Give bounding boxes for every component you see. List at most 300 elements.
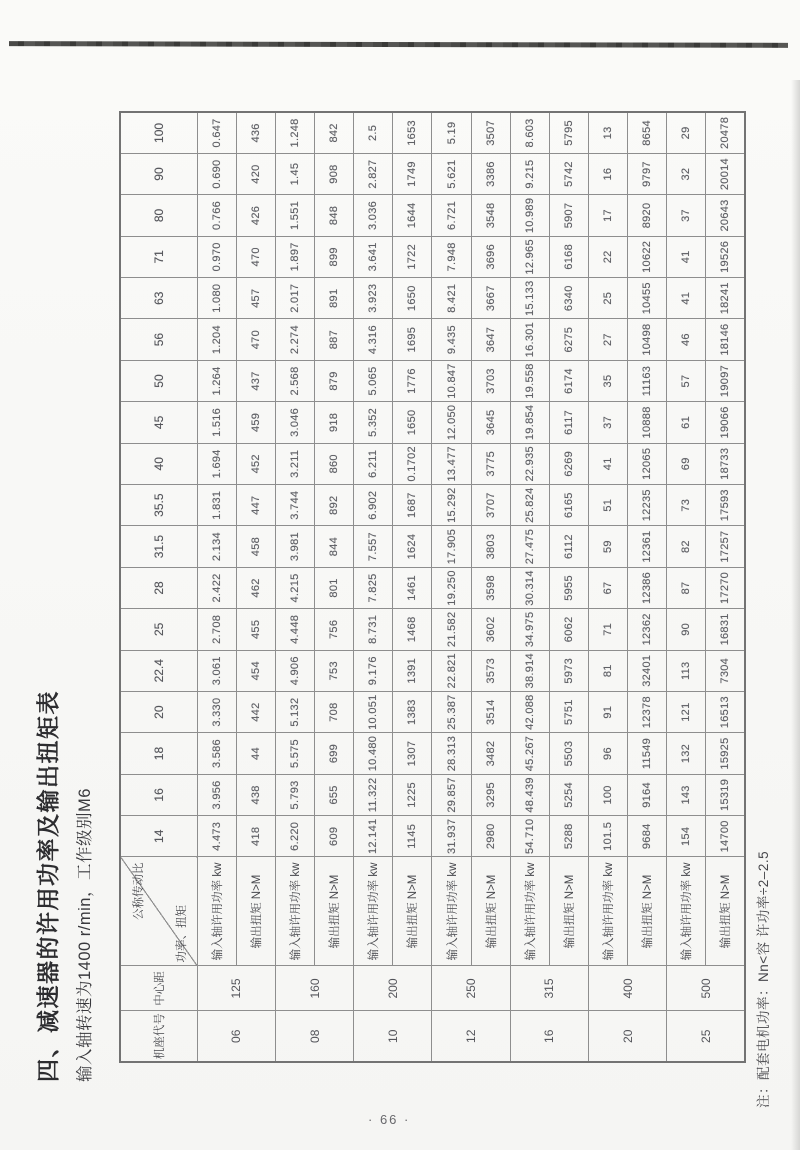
torque-value-cell: 12362 [628,609,667,650]
power-value-cell: 38.914 [510,650,549,691]
torque-value-cell: 5795 [549,112,588,153]
power-value-cell: 9.176 [354,650,393,691]
power-value-cell: 1.080 [197,278,236,319]
torque-value-cell: 10622 [628,236,667,277]
torque-value-cell: 609 [315,816,354,857]
spec-table-container [119,113,746,1063]
power-value-cell: 143 [667,774,706,815]
ratio-header-cell: 71 [120,236,197,277]
ratio-header-cell: 50 [120,360,197,401]
power-value-cell: 5.352 [354,402,393,443]
ratio-header-cell: 35.5 [120,484,197,525]
power-value-cell: 3.923 [354,278,393,319]
torque-value-cell: 5742 [549,153,588,194]
power-value-cell: 0.690 [197,153,236,194]
power-value-cell: 3.586 [197,733,236,774]
power-value-cell: 1.248 [275,112,314,153]
spec-table [119,111,746,1063]
torque-value-cell: 16513 [706,691,745,732]
spec-table-rotated [119,113,746,1063]
torque-value-cell: 1624 [393,526,432,567]
center-distance-cell: 200 [354,966,432,1011]
torque-value-cell: 3386 [471,153,510,194]
power-value-cell: 2.134 [197,526,236,567]
power-value-cell: 54.710 [510,816,549,857]
frame-code-cell: 20 [588,1011,666,1062]
torque-value-cell: 17257 [706,526,745,567]
torque-value-cell: 20014 [706,153,745,194]
torque-value-cell: 6117 [549,402,588,443]
power-value-cell: 6.220 [275,816,314,857]
torque-label-cell: 输出扭矩 N>M [236,857,275,966]
ratio-header-cell: 28 [120,567,197,608]
power-value-cell: 19.558 [510,360,549,401]
power-value-cell: 3.211 [275,443,314,484]
torque-value-cell: 3573 [471,650,510,691]
power-value-cell: 7.557 [354,526,393,567]
frame-code-cell: 12 [432,1011,510,1062]
power-label-cell: 输入轴许用功率 kw [588,857,627,966]
torque-value-cell: 908 [315,153,354,194]
page-number: · 66 · [368,1112,411,1127]
torque-value-cell: 3696 [471,236,510,277]
torque-value-cell: 458 [236,526,275,567]
torque-value-cell: 848 [315,195,354,236]
power-value-cell: 2.568 [275,360,314,401]
power-value-cell: 4.215 [275,567,314,608]
torque-value-cell: 16831 [706,609,745,650]
power-value-cell: 11.322 [354,774,393,815]
power-value-cell: 16.301 [510,319,549,360]
torque-value-cell: 1695 [393,319,432,360]
ratio-header-cell: 14 [120,816,197,857]
torque-value-cell: 6275 [549,319,588,360]
power-value-cell: 82 [667,526,706,567]
power-value-cell: 67 [588,567,627,608]
power-value-cell: 5.793 [275,774,314,815]
power-value-cell: 22 [588,236,627,277]
torque-value-cell: 5254 [549,774,588,815]
power-value-cell: 8.421 [432,278,471,319]
power-value-cell: 27 [588,319,627,360]
ratio-header-cell: 25 [120,609,197,650]
ratio-header-cell: 40 [120,443,197,484]
power-label-cell: 输入轴许用功率 kw [354,857,393,966]
power-value-cell: 12.141 [354,816,393,857]
torque-label-cell: 输出扭矩 N>M [393,857,432,966]
power-value-cell: 42.088 [510,691,549,732]
power-value-cell: 10.051 [354,691,393,732]
power-value-cell: 41 [667,278,706,319]
torque-label-cell: 输出扭矩 N>M [315,857,354,966]
power-value-cell: 37 [588,402,627,443]
torque-value-cell: 655 [315,774,354,815]
torque-value-cell: 5973 [549,650,588,691]
power-value-cell: 2.708 [197,609,236,650]
torque-label-cell: 输出扭矩 N>M [628,857,667,966]
torque-value-cell: 44 [236,733,275,774]
torque-value-cell: 708 [315,691,354,732]
ratio-header-cell: 31.5 [120,526,197,567]
torque-value-cell: 420 [236,153,275,194]
frame-code-cell: 16 [510,1011,588,1062]
power-value-cell: 5.621 [432,153,471,194]
ratio-header-cell: 16 [120,774,197,815]
power-value-cell: 3.061 [197,650,236,691]
ratio-header-cell: 56 [120,319,197,360]
power-value-cell: 6.211 [354,443,393,484]
power-value-cell: 51 [588,484,627,525]
power-value-cell: 81 [588,650,627,691]
torque-value-cell: 5751 [549,691,588,732]
power-value-cell: 0.766 [197,195,236,236]
power-value-cell: 8.603 [510,112,549,153]
power-value-cell: 3.330 [197,691,236,732]
torque-value-cell: 5288 [549,816,588,857]
power-value-cell: 5.132 [275,691,314,732]
torque-value-cell: 437 [236,360,275,401]
power-value-cell: 15.133 [510,278,549,319]
torque-value-cell: 3645 [471,402,510,443]
torque-value-cell: 6174 [549,360,588,401]
power-value-cell: 10.989 [510,195,549,236]
power-value-cell: 1.204 [197,319,236,360]
power-value-cell: 1.264 [197,360,236,401]
ratio-header-cell: 80 [120,195,197,236]
power-value-cell: 41 [667,236,706,277]
ratio-header-cell: 22.4 [120,650,197,691]
torque-value-cell: 418 [236,816,275,857]
power-value-cell: 46 [667,319,706,360]
torque-value-cell: 426 [236,195,275,236]
torque-value-cell: 438 [236,774,275,815]
power-value-cell: 10.480 [354,733,393,774]
center-distance-cell: 315 [510,966,588,1011]
power-value-cell: 12.965 [510,236,549,277]
power-value-cell: 32 [667,153,706,194]
power-value-cell: 2.274 [275,319,314,360]
power-value-cell: 3.046 [275,402,314,443]
power-value-cell: 91 [588,691,627,732]
torque-value-cell: 19066 [706,402,745,443]
torque-label-cell: 输出扭矩 N>M [549,857,588,966]
torque-value-cell: 20478 [706,112,745,153]
torque-label-cell: 输出扭矩 N>M [706,857,745,966]
torque-value-cell: 455 [236,609,275,650]
corner-cell [120,857,197,966]
power-value-cell: 101.5 [588,816,627,857]
torque-value-cell: 10888 [628,402,667,443]
power-value-cell: 12.050 [432,402,471,443]
torque-value-cell: 6112 [549,526,588,567]
torque-value-cell: 5955 [549,567,588,608]
torque-value-cell: 7304 [706,650,745,691]
page-subtitle: 输入轴转速为1400 r/min，工作级别M6 [76,788,94,1082]
torque-value-cell: 1644 [393,195,432,236]
power-value-cell: 4.448 [275,609,314,650]
power-value-cell: 6.721 [432,195,471,236]
torque-value-cell: 1461 [393,567,432,608]
frame-code-cell: 10 [354,1011,432,1062]
power-value-cell: 0.970 [197,236,236,277]
torque-value-cell: 1776 [393,360,432,401]
power-value-cell: 73 [667,484,706,525]
torque-value-cell: 1468 [393,609,432,650]
torque-value-cell: 3602 [471,609,510,650]
scan-artifact-line [9,41,788,48]
torque-value-cell: 1653 [393,112,432,153]
power-value-cell: 6.902 [354,484,393,525]
torque-value-cell: 1749 [393,153,432,194]
torque-value-cell: 452 [236,443,275,484]
torque-value-cell: 12235 [628,484,667,525]
footnote: 注：配套电机功率：Nn<容 许功率÷2–2.5 [756,850,771,1108]
torque-value-cell: 470 [236,236,275,277]
torque-value-cell: 3598 [471,567,510,608]
torque-value-cell: 1650 [393,402,432,443]
torque-value-cell: 9797 [628,153,667,194]
power-value-cell: 1.551 [275,195,314,236]
torque-value-cell: 887 [315,319,354,360]
torque-value-cell: 892 [315,484,354,525]
power-value-cell: 45.267 [510,733,549,774]
power-value-cell: 2.422 [197,567,236,608]
torque-value-cell: 8920 [628,195,667,236]
torque-value-cell: 17270 [706,567,745,608]
power-value-cell: 41 [588,443,627,484]
power-value-cell: 4.316 [354,319,393,360]
torque-value-cell: 3507 [471,112,510,153]
torque-value-cell: 8654 [628,112,667,153]
torque-value-cell: 462 [236,567,275,608]
torque-value-cell: 19526 [706,236,745,277]
torque-value-cell: 3514 [471,691,510,732]
ratio-header-cell: 90 [120,153,197,194]
power-value-cell: 31.937 [432,816,471,857]
frame-code-cell: 25 [667,1011,745,1062]
torque-value-cell: 11163 [628,360,667,401]
torque-value-cell: 1687 [393,484,432,525]
power-value-cell: 61 [667,402,706,443]
center-distance-cell: 400 [588,966,666,1011]
torque-value-cell: 3295 [471,774,510,815]
torque-value-cell: 20643 [706,195,745,236]
power-value-cell: 30.314 [510,567,549,608]
torque-value-cell: 3482 [471,733,510,774]
power-value-cell: 5.575 [275,733,314,774]
torque-value-cell: 3667 [471,278,510,319]
power-value-cell: 132 [667,733,706,774]
torque-value-cell: 699 [315,733,354,774]
torque-value-cell: 5907 [549,195,588,236]
power-value-cell: 3.956 [197,774,236,815]
torque-value-cell: 454 [236,650,275,691]
torque-value-cell: 891 [315,278,354,319]
power-value-cell: 69 [667,443,706,484]
power-value-cell: 57 [667,360,706,401]
torque-value-cell: 18146 [706,319,745,360]
torque-value-cell: 6340 [549,278,588,319]
power-value-cell: 37 [667,195,706,236]
torque-value-cell: 753 [315,650,354,691]
torque-value-cell: 3647 [471,319,510,360]
torque-value-cell: 842 [315,112,354,153]
power-label-cell: 输入轴许用功率 kw [275,857,314,966]
power-value-cell: 2.827 [354,153,393,194]
torque-value-cell: 12065 [628,443,667,484]
power-label-cell: 输入轴许用功率 kw [432,857,471,966]
torque-value-cell: 32401 [628,650,667,691]
power-value-cell: 0.647 [197,112,236,153]
torque-value-cell: 442 [236,691,275,732]
torque-value-cell: 436 [236,112,275,153]
torque-value-cell: 19097 [706,360,745,401]
power-value-cell: 4.473 [197,816,236,857]
torque-value-cell: 11549 [628,733,667,774]
torque-value-cell: 2980 [471,816,510,857]
torque-value-cell: 1145 [393,816,432,857]
power-value-cell: 29 [667,112,706,153]
torque-value-cell: 1391 [393,650,432,691]
power-value-cell: 154 [667,816,706,857]
torque-value-cell: 447 [236,484,275,525]
torque-value-cell: 3803 [471,526,510,567]
center-distance-cell: 125 [197,966,275,1011]
power-value-cell: 71 [588,609,627,650]
torque-value-cell: 6269 [549,443,588,484]
power-value-cell: 21.582 [432,609,471,650]
ratio-header-cell: 20 [120,691,197,732]
torque-value-cell: 12361 [628,526,667,567]
power-value-cell: 96 [588,733,627,774]
torque-value-cell: 17593 [706,484,745,525]
power-value-cell: 1.831 [197,484,236,525]
center-distance-cell: 160 [275,966,353,1011]
torque-label-cell: 输出扭矩 N>M [471,857,510,966]
torque-value-cell: 3548 [471,195,510,236]
torque-value-cell: 470 [236,319,275,360]
power-label-cell: 输入轴许用功率 kw [510,857,549,966]
power-value-cell: 9.435 [432,319,471,360]
power-value-cell: 13.477 [432,443,471,484]
power-value-cell: 15.292 [432,484,471,525]
torque-value-cell: 756 [315,609,354,650]
frame-code-header-cell: 机座代号 [120,1011,197,1062]
torque-value-cell: 899 [315,236,354,277]
torque-value-cell: 3703 [471,360,510,401]
torque-value-cell: 860 [315,443,354,484]
power-value-cell: 87 [667,567,706,608]
torque-value-cell: 844 [315,526,354,567]
power-value-cell: 48.439 [510,774,549,815]
torque-value-cell: 12386 [628,567,667,608]
power-value-cell: 8.731 [354,609,393,650]
torque-value-cell: 9684 [628,816,667,857]
power-value-cell: 19.250 [432,567,471,608]
corner-label-ratio: 公称传动比 [133,862,145,920]
power-value-cell: 27.475 [510,526,549,567]
torque-value-cell: 15319 [706,774,745,815]
power-label-cell: 输入轴许用功率 kw [667,857,706,966]
power-value-cell: 10.847 [432,360,471,401]
power-value-cell: 17.905 [432,526,471,567]
power-value-cell: 3.641 [354,236,393,277]
power-value-cell: 7.825 [354,567,393,608]
torque-value-cell: 459 [236,402,275,443]
power-value-cell: 5.065 [354,360,393,401]
torque-value-cell: 1383 [393,691,432,732]
ratio-header-cell: 100 [120,112,197,153]
torque-value-cell: 801 [315,567,354,608]
power-label-cell: 输入轴许用功率 kw [197,857,236,966]
torque-value-cell: 12378 [628,691,667,732]
torque-value-cell: 5503 [549,733,588,774]
power-value-cell: 25.824 [510,484,549,525]
power-value-cell: 1.516 [197,402,236,443]
center-distance-cell: 500 [667,966,745,1011]
torque-value-cell: 1307 [393,733,432,774]
corner-label-power-torque: 功率、扭矩 [175,905,188,963]
torque-value-cell: 1225 [393,774,432,815]
ratio-header-cell: 63 [120,278,197,319]
power-value-cell: 25.387 [432,691,471,732]
torque-value-cell: 6062 [549,609,588,650]
torque-value-cell: 1650 [393,278,432,319]
power-value-cell: 3.981 [275,526,314,567]
power-value-cell: 3.744 [275,484,314,525]
power-value-cell: 17 [588,195,627,236]
power-value-cell: 113 [667,650,706,691]
torque-value-cell: 3775 [471,443,510,484]
frame-code-cell: 06 [197,1011,275,1062]
torque-value-cell: 1722 [393,236,432,277]
power-value-cell: 7.948 [432,236,471,277]
power-value-cell: 29.857 [432,774,471,815]
torque-value-cell: 457 [236,278,275,319]
torque-value-cell: 14700 [706,816,745,857]
power-value-cell: 100 [588,774,627,815]
power-value-cell: 22.821 [432,650,471,691]
power-value-cell: 2.017 [275,278,314,319]
power-value-cell: 34.975 [510,609,549,650]
center-distance-header-cell: 中心距 [120,966,197,1011]
power-value-cell: 35 [588,360,627,401]
power-value-cell: 121 [667,691,706,732]
torque-value-cell: 10498 [628,319,667,360]
page-title: 四、减速器的许用功率及输出扭矩表 [35,690,61,1082]
power-value-cell: 16 [588,153,627,194]
torque-value-cell: 6165 [549,484,588,525]
power-value-cell: 19.854 [510,402,549,443]
torque-value-cell: 9164 [628,774,667,815]
power-value-cell: 5.19 [432,112,471,153]
frame-code-cell: 08 [275,1011,353,1062]
torque-value-cell: 918 [315,402,354,443]
torque-value-cell: 18733 [706,443,745,484]
center-distance-cell: 250 [432,966,510,1011]
power-value-cell: 22.935 [510,443,549,484]
power-value-cell: 25 [588,278,627,319]
torque-value-cell: 10455 [628,278,667,319]
power-value-cell: 13 [588,112,627,153]
torque-value-cell: 879 [315,360,354,401]
scan-edge-shadow [791,80,800,1150]
power-value-cell: 9.215 [510,153,549,194]
power-value-cell: 3.036 [354,195,393,236]
torque-value-cell: 6168 [549,236,588,277]
power-value-cell: 59 [588,526,627,567]
ratio-header-cell: 18 [120,733,197,774]
